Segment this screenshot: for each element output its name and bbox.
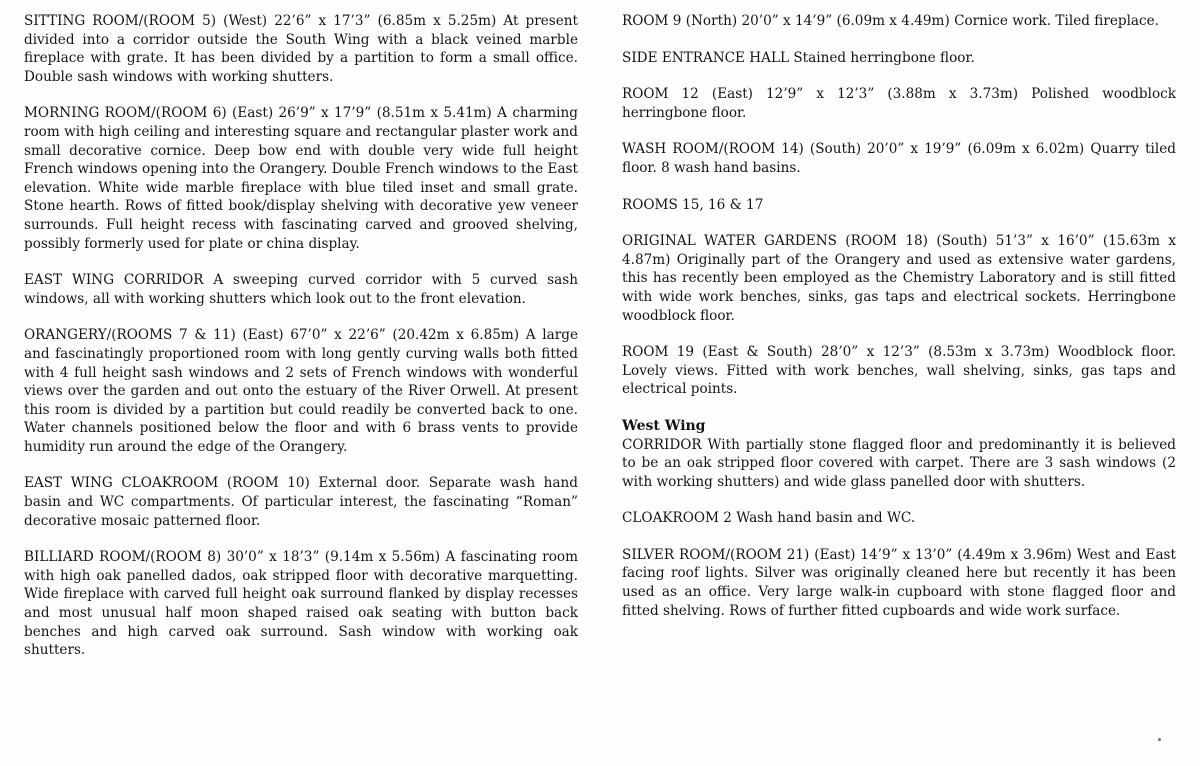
room-description: WASH ROOM/(ROOM 14) (South) 20’0” x 19’9” (6.09m x 6.02m) Quarry tiled floor. 8 wash hand basins. xyxy=(622,141,1176,176)
room-description: EAST WING CLOAKROOM (ROOM 10) External door. Separate wash hand basin and WC compartments. Of particular interest, the fascinating “Roman” decorative mosaic patterned floor. xyxy=(24,475,578,529)
room-entry-silver-room xyxy=(622,546,1176,620)
room-description: EAST WING CORRIDOR A sweeping curved corridor with 5 curved sash windows, all with working shutters which look out to the front elevation. xyxy=(24,272,578,307)
room-entry-morning-room xyxy=(24,104,578,253)
scan-speck xyxy=(1158,738,1161,741)
room-description: ORANGERY/(ROOMS 7 & 11) (East) 67’0” x 22’6” (20.42m x 6.85m) A large and fascinatingly proportioned room with long gently curving walls both fitted with 4 full height sash windows and 2 sets of French windows with wonderful views over the garden and out onto the estuary of the River Orwell. At present this room is divided by a partition but could readily be converted back to one. Water channels positioned below the floor and with 6 brass vents to provide humidity run around the edge of the Orangery. xyxy=(24,327,578,455)
room-entry-room-19 xyxy=(622,343,1176,399)
room-description: ROOM 19 (East & South) 28’0” x 12’3” (8.53m x 3.73m) Woodblock floor. Lovely views. Fitted with work benches, wall shelving, sinks, gas taps and electrical points. xyxy=(622,344,1176,398)
room-description: ORIGINAL WATER GARDENS (ROOM 18) (South) 51’3” x 16’0” (15.63m x 4.87m) Originally part of the Orangery and used as extensive water gardens, this has recently been employed as the Chemistry Laboratory and is still fitted with wide work benches, sinks, gas taps and electrical sockets. Herringbone woodblock floor. xyxy=(622,233,1176,324)
right-column xyxy=(622,12,1176,638)
room-entry-billiard-room xyxy=(24,548,578,660)
room-description: BILLIARD ROOM/(ROOM 8) 30’0” x 18’3” (9.14m x 5.56m) A fascinating room with high oak panelled dados, oak stripped floor with decorative marquetting. Wide fireplace with carved full height oak surround flanked by display recesses and most unusual half moon shaped raised oak seating with button back benches and high carved oak surround. Sash window with working oak shutters. xyxy=(24,549,578,659)
room-description: CLOAKROOM 2 Wash hand basin and WC. xyxy=(622,510,916,527)
left-column xyxy=(24,12,578,678)
room-description: MORNING ROOM/(ROOM 6) (East) 26’9” x 17’9” (8.51m x 5.41m) A charming room with high ceiling and interesting square and rectangular plaster work and small decorative cornice. Deep bow end with double very wide full height French windows opening into the Orangery. Double French windows to the East elevation. White wide marble fireplace with blue tiled inset and small grate. Stone hearth. Rows of fitted book/display shelving with decorative yew veneer surrounds. Full height recess with fascinating carved and grooved shelving, possibly formerly used for plate or china display. xyxy=(24,105,578,252)
room-description: ROOMS 15, 16 & 17 xyxy=(622,196,764,213)
room-description: ROOM 12 (East) 12’9” x 12’3” (3.88m x 3.73m) Polished woodblock herringbone floor. xyxy=(622,86,1176,121)
room-entry-west-wing-corridor xyxy=(622,417,1176,491)
room-description: SILVER ROOM/(ROOM 21) (East) 14’9” x 13’0” (4.49m x 3.96m) West and East facing roof lights. Silver was originally cleaned here but recently it has been used as an office. Very large walk-in cupboard with stone flagged floor and fitted shelving. Rows of further fitted cupboards and wide work surface. xyxy=(622,546,1176,619)
room-entry-room-9 xyxy=(622,12,1176,31)
room-entry-wash-room xyxy=(622,140,1176,177)
room-entry-room-12 xyxy=(622,85,1176,122)
room-entry-rooms-15-16-17 xyxy=(622,196,1176,215)
room-description: SIDE ENTRANCE HALL Stained herringbone floor. xyxy=(622,49,975,66)
room-entry-side-entrance-hall xyxy=(622,49,1176,68)
room-entry-sitting-room xyxy=(24,12,578,86)
room-description: ROOM 9 (North) 20’0” x 14’9” (6.09m x 4.49m) Cornice work. Tiled fireplace. xyxy=(622,13,1160,29)
room-entry-original-water-gardens xyxy=(622,232,1176,325)
room-description: CORRIDOR With partially stone flagged floor and predominantly it is believed to be an oak stripped floor covered with carpet. There are 3 sash windows (2 with working shutters) and wide glass panelled door with shutters. xyxy=(622,436,1176,490)
room-entry-east-wing-cloakroom xyxy=(24,474,578,530)
section-heading-west-wing: West Wing xyxy=(622,417,706,434)
room-entry-east-wing-corridor xyxy=(24,271,578,308)
room-description: SITTING ROOM/(ROOM 5) (West) 22’6” x 17’3” (6.85m x 5.25m) At present divided into a corridor outside the South Wing with a black veined marble fireplace with grate. It has been divided by a partition to form a small office. Double sash windows with working shutters. xyxy=(24,13,578,85)
room-entry-orangery xyxy=(24,326,578,456)
room-entry-cloakroom-2 xyxy=(622,509,1176,528)
